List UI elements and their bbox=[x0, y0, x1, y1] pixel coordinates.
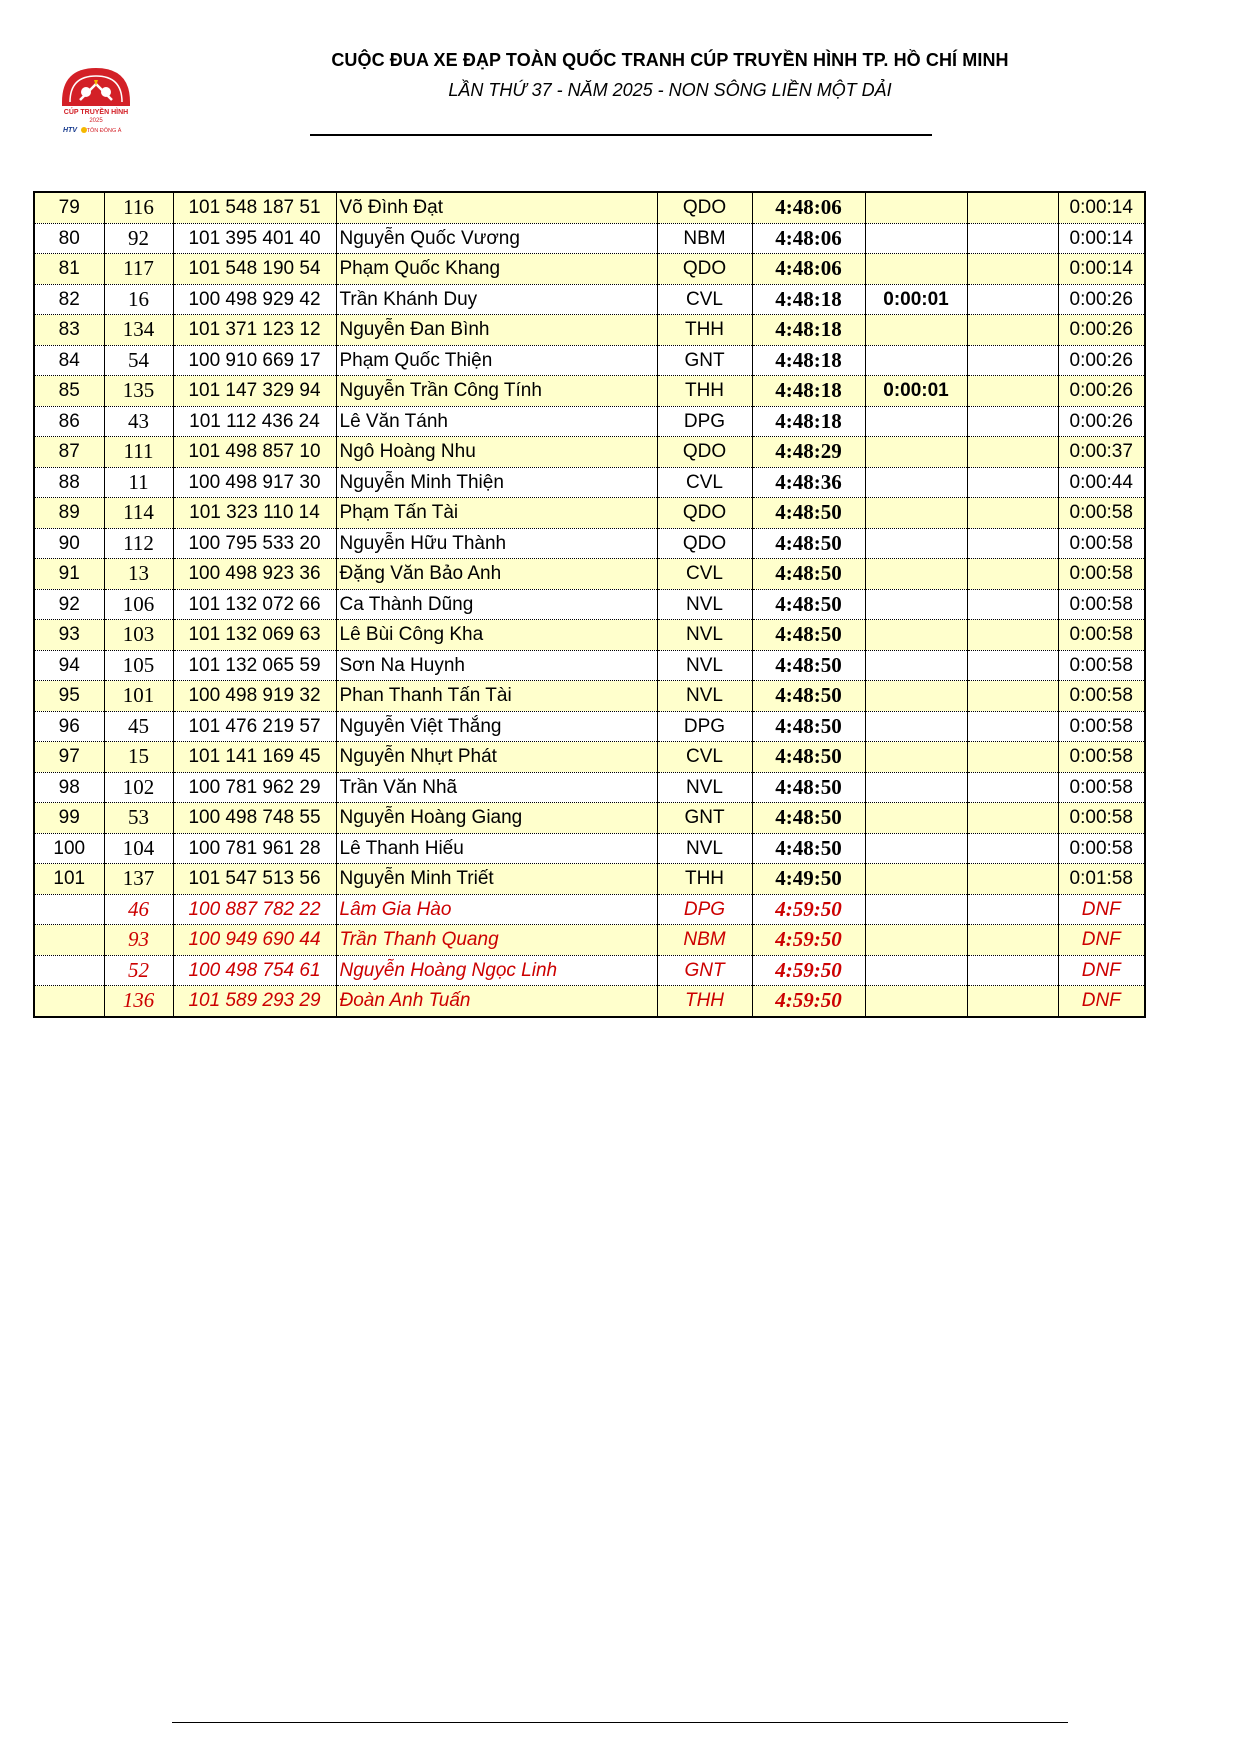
cell-rank: 97 bbox=[34, 742, 104, 773]
cell-team: GNT bbox=[657, 803, 752, 834]
cell-uci-id: 101 132 065 59 bbox=[173, 650, 336, 681]
cell-rank: 94 bbox=[34, 650, 104, 681]
cell-extra bbox=[967, 498, 1058, 529]
cell-gap: 0:00:58 bbox=[1058, 833, 1145, 864]
cell-extra bbox=[967, 772, 1058, 803]
table-row bbox=[34, 192, 1145, 223]
cell-gap: 0:00:26 bbox=[1058, 406, 1145, 437]
cell-rank: 88 bbox=[34, 467, 104, 498]
cell-time: 4:48:06 bbox=[752, 223, 865, 254]
table-row bbox=[34, 742, 1145, 773]
cell-team: CVL bbox=[657, 467, 752, 498]
cell-bib: 16 bbox=[104, 284, 173, 315]
cell-bonus bbox=[865, 711, 967, 742]
logo-text: CÚP TRUYỀN HÌNH bbox=[63, 109, 129, 116]
cell-bonus bbox=[865, 406, 967, 437]
cell-gap: DNF bbox=[1058, 894, 1145, 925]
cell-extra bbox=[967, 315, 1058, 346]
cell-bib: 112 bbox=[104, 528, 173, 559]
cell-rider-name: Trần Văn Nhã bbox=[336, 772, 657, 803]
cell-team: NVL bbox=[657, 650, 752, 681]
cell-time: 4:49:50 bbox=[752, 864, 865, 895]
cell-extra bbox=[967, 559, 1058, 590]
cell-gap: 0:00:58 bbox=[1058, 803, 1145, 834]
cell-bib: 137 bbox=[104, 864, 173, 895]
race-logo bbox=[56, 62, 136, 142]
cell-rider-name: Nguyễn Nhựt Phát bbox=[336, 742, 657, 773]
table-row bbox=[34, 254, 1145, 285]
cell-time: 4:48:18 bbox=[752, 315, 865, 346]
cell-bonus bbox=[865, 864, 967, 895]
table-row bbox=[34, 803, 1145, 834]
cell-bib: 92 bbox=[104, 223, 173, 254]
table-row bbox=[34, 681, 1145, 712]
cell-extra bbox=[967, 894, 1058, 925]
cell-team: CVL bbox=[657, 559, 752, 590]
cell-rank: 98 bbox=[34, 772, 104, 803]
cell-bonus bbox=[865, 986, 967, 1017]
cell-extra bbox=[967, 254, 1058, 285]
cell-time: 4:59:50 bbox=[752, 925, 865, 956]
cell-rider-name: Nguyễn Việt Thắng bbox=[336, 711, 657, 742]
cell-gap: 0:00:26 bbox=[1058, 284, 1145, 315]
cell-bonus bbox=[865, 498, 967, 529]
cell-rank: 89 bbox=[34, 498, 104, 529]
table-row bbox=[34, 437, 1145, 468]
cell-uci-id: 100 887 782 22 bbox=[173, 894, 336, 925]
cell-rider-name: Lâm Gia Hào bbox=[336, 894, 657, 925]
cell-team: DPG bbox=[657, 406, 752, 437]
table-row bbox=[34, 833, 1145, 864]
cell-uci-id: 100 498 917 30 bbox=[173, 467, 336, 498]
cell-gap: 0:00:58 bbox=[1058, 650, 1145, 681]
cell-rank: 84 bbox=[34, 345, 104, 376]
table-row bbox=[34, 772, 1145, 803]
cell-gap: 0:00:58 bbox=[1058, 528, 1145, 559]
cell-time: 4:48:50 bbox=[752, 711, 865, 742]
cell-uci-id: 101 371 123 12 bbox=[173, 315, 336, 346]
cell-rank: 102 bbox=[34, 925, 104, 956]
cell-uci-id: 101 547 513 56 bbox=[173, 864, 336, 895]
cell-time: 4:48:50 bbox=[752, 742, 865, 773]
logo-year: 2025 bbox=[89, 118, 103, 124]
table-row bbox=[34, 925, 1145, 956]
cell-rank: 87 bbox=[34, 437, 104, 468]
cell-time: 4:59:50 bbox=[752, 986, 865, 1017]
cell-extra bbox=[967, 589, 1058, 620]
cell-gap: DNF bbox=[1058, 925, 1145, 956]
cell-extra bbox=[967, 223, 1058, 254]
cell-rider-name: Nguyễn Minh Triết bbox=[336, 864, 657, 895]
cell-uci-id: 101 147 329 94 bbox=[173, 376, 336, 407]
cell-rider-name: Phạm Quốc Thiện bbox=[336, 345, 657, 376]
table-row bbox=[34, 528, 1145, 559]
cell-time: 4:48:18 bbox=[752, 345, 865, 376]
cell-bib: 117 bbox=[104, 254, 173, 285]
table-row bbox=[34, 955, 1145, 986]
cell-bib: 52 bbox=[104, 955, 173, 986]
cell-extra bbox=[967, 681, 1058, 712]
cell-team: NVL bbox=[657, 681, 752, 712]
cell-time: 4:48:18 bbox=[752, 284, 865, 315]
cell-team: QDO bbox=[657, 498, 752, 529]
cell-uci-id: 100 781 961 28 bbox=[173, 833, 336, 864]
cell-team: QDO bbox=[657, 437, 752, 468]
cell-bonus bbox=[865, 894, 967, 925]
table-row bbox=[34, 406, 1145, 437]
page-subtitle: LẦN THỨ 37 - NĂM 2025 - NON SÔNG LIỀN MỘT DẢI bbox=[448, 80, 892, 100]
cell-rank: 92 bbox=[34, 589, 104, 620]
cell-team: NBM bbox=[657, 223, 752, 254]
cell-time: 4:48:50 bbox=[752, 589, 865, 620]
cell-rider-name: Ca Thành Dũng bbox=[336, 589, 657, 620]
cell-uci-id: 101 141 169 45 bbox=[173, 742, 336, 773]
cell-rider-name: Sơn Na Huynh bbox=[336, 650, 657, 681]
cell-rank: 83 bbox=[34, 315, 104, 346]
cell-rank bbox=[34, 955, 104, 986]
cell-team: CVL bbox=[657, 284, 752, 315]
cell-team: QDO bbox=[657, 192, 752, 223]
logo-arch-icon bbox=[62, 68, 130, 106]
cell-bib: 103 bbox=[104, 620, 173, 651]
cell-gap: 0:00:37 bbox=[1058, 437, 1145, 468]
cell-bonus bbox=[865, 559, 967, 590]
cell-gap: 0:00:58 bbox=[1058, 498, 1145, 529]
cell-extra bbox=[967, 192, 1058, 223]
cell-bib: 11 bbox=[104, 467, 173, 498]
cell-uci-id: 100 795 533 20 bbox=[173, 528, 336, 559]
cell-rider-name: Nguyễn Hoàng Giang bbox=[336, 803, 657, 834]
footer-divider bbox=[172, 1722, 1068, 1723]
cell-gap: 0:00:58 bbox=[1058, 589, 1145, 620]
cell-bib: 106 bbox=[104, 589, 173, 620]
cell-time: 4:48:36 bbox=[752, 467, 865, 498]
cell-bib: 43 bbox=[104, 406, 173, 437]
cell-team: THH bbox=[657, 376, 752, 407]
cell-gap: 0:00:26 bbox=[1058, 345, 1145, 376]
cell-time: 4:48:50 bbox=[752, 528, 865, 559]
cell-team: DPG bbox=[657, 711, 752, 742]
cell-extra bbox=[967, 925, 1058, 956]
cell-gap: 0:00:26 bbox=[1058, 376, 1145, 407]
cell-bonus bbox=[865, 803, 967, 834]
cell-time: 4:48:06 bbox=[752, 254, 865, 285]
cell-extra bbox=[967, 528, 1058, 559]
cell-rider-name: Võ Đình Đạt bbox=[336, 192, 657, 223]
cell-rank: 104 bbox=[34, 986, 104, 1017]
cell-rider-name: Trần Thanh Quang bbox=[336, 925, 657, 956]
cell-extra bbox=[967, 620, 1058, 651]
cell-gap: 0:00:58 bbox=[1058, 772, 1145, 803]
cell-bib: 13 bbox=[104, 559, 173, 590]
cell-time: 4:48:50 bbox=[752, 833, 865, 864]
cell-time: 4:48:18 bbox=[752, 406, 865, 437]
table-row bbox=[34, 284, 1145, 315]
cell-bib: 54 bbox=[104, 345, 173, 376]
cell-extra bbox=[967, 864, 1058, 895]
cell-rider-name: Đặng Văn Bảo Anh bbox=[336, 559, 657, 590]
cell-rider-name: Nguyễn Quốc Vương bbox=[336, 223, 657, 254]
cell-time: 4:59:50 bbox=[752, 955, 865, 986]
cell-bib: 114 bbox=[104, 498, 173, 529]
cell-bib: 105 bbox=[104, 650, 173, 681]
cell-extra bbox=[967, 406, 1058, 437]
cell-rank: 85 bbox=[34, 376, 104, 407]
cell-time: 4:48:50 bbox=[752, 620, 865, 651]
cell-time: 4:48:50 bbox=[752, 772, 865, 803]
cell-uci-id: 101 395 401 40 bbox=[173, 223, 336, 254]
cell-gap: 0:01:58 bbox=[1058, 864, 1145, 895]
cell-rank: 86 bbox=[34, 406, 104, 437]
cell-time: 4:48:50 bbox=[752, 498, 865, 529]
cell-bonus bbox=[865, 833, 967, 864]
cell-gap: 0:00:44 bbox=[1058, 467, 1145, 498]
cell-rank: 90 bbox=[34, 528, 104, 559]
table-row bbox=[34, 650, 1145, 681]
cell-rider-name: Lê Văn Tánh bbox=[336, 406, 657, 437]
table-row bbox=[34, 467, 1145, 498]
cell-extra bbox=[967, 803, 1058, 834]
table-row bbox=[34, 315, 1145, 346]
cell-bonus bbox=[865, 589, 967, 620]
cell-rank bbox=[34, 894, 104, 925]
cell-rider-name: Ngô Hoàng Nhu bbox=[336, 437, 657, 468]
cell-bonus bbox=[865, 742, 967, 773]
cell-extra bbox=[967, 650, 1058, 681]
cell-gap: 0:00:14 bbox=[1058, 223, 1145, 254]
cell-bib: 116 bbox=[104, 192, 173, 223]
cell-gap: 0:00:58 bbox=[1058, 559, 1145, 590]
page-title: CUỘC ĐUA XE ĐẠP TOÀN QUỐC TRANH CÚP TRUYỀN HÌNH TP. HỒ CHÍ MINH bbox=[331, 50, 1009, 70]
cell-time: 4:48:06 bbox=[752, 192, 865, 223]
cell-team: NVL bbox=[657, 620, 752, 651]
cell-extra bbox=[967, 376, 1058, 407]
results-table bbox=[33, 191, 1146, 1018]
cell-uci-id: 100 498 748 55 bbox=[173, 803, 336, 834]
cell-uci-id: 101 548 190 54 bbox=[173, 254, 336, 285]
cell-gap: 0:00:58 bbox=[1058, 620, 1145, 651]
table-row bbox=[34, 498, 1145, 529]
cell-gap: 0:00:58 bbox=[1058, 681, 1145, 712]
cell-bonus bbox=[865, 620, 967, 651]
cell-uci-id: 100 498 919 32 bbox=[173, 681, 336, 712]
cell-bonus bbox=[865, 528, 967, 559]
cell-uci-id: 101 112 436 24 bbox=[173, 406, 336, 437]
cell-team: THH bbox=[657, 986, 752, 1017]
cell-rider-name: Nguyễn Hữu Thành bbox=[336, 528, 657, 559]
sponsor-ton-dong-a: TÔN ĐÔNG Á bbox=[86, 128, 122, 134]
cell-rider-name: Nguyễn Trần Công Tính bbox=[336, 376, 657, 407]
cell-rank: 99 bbox=[34, 803, 104, 834]
cell-bib: 135 bbox=[104, 376, 173, 407]
cell-rider-name: Phạm Tấn Tài bbox=[336, 498, 657, 529]
cell-bonus bbox=[865, 925, 967, 956]
cell-rider-name: Nguyễn Minh Thiện bbox=[336, 467, 657, 498]
cell-bonus bbox=[865, 192, 967, 223]
cell-rank: 95 bbox=[34, 681, 104, 712]
cell-team: NBM bbox=[657, 925, 752, 956]
table-row bbox=[34, 986, 1145, 1017]
table-row bbox=[34, 894, 1145, 925]
cell-uci-id: 101 132 072 66 bbox=[173, 589, 336, 620]
cell-rank: 93 bbox=[34, 620, 104, 651]
cell-bonus bbox=[865, 437, 967, 468]
cell-bib: 111 bbox=[104, 437, 173, 468]
cell-bib: 136 bbox=[104, 986, 173, 1017]
cell-time: 4:59:50 bbox=[752, 894, 865, 925]
table-row bbox=[34, 223, 1145, 254]
cell-uci-id: 100 498 929 42 bbox=[173, 284, 336, 315]
cell-bonus bbox=[865, 772, 967, 803]
cell-bib: 46 bbox=[104, 894, 173, 925]
cell-bib: 53 bbox=[104, 803, 173, 834]
cell-bonus bbox=[865, 254, 967, 285]
cell-bib: 45 bbox=[104, 711, 173, 742]
cell-team: CVL bbox=[657, 742, 752, 773]
cell-rider-name: Nguyễn Đan Bình bbox=[336, 315, 657, 346]
cell-rank: 91 bbox=[34, 559, 104, 590]
cell-rider-name: Lê Thanh Hiếu bbox=[336, 833, 657, 864]
cell-gap: DNF bbox=[1058, 986, 1145, 1017]
cell-gap: 0:00:58 bbox=[1058, 711, 1145, 742]
cell-team: QDO bbox=[657, 254, 752, 285]
cell-team: THH bbox=[657, 864, 752, 895]
cell-uci-id: 101 323 110 14 bbox=[173, 498, 336, 529]
cell-bonus: 0:00:01 bbox=[865, 376, 967, 407]
cell-rank: 80 bbox=[34, 223, 104, 254]
cell-bonus bbox=[865, 650, 967, 681]
table-row bbox=[34, 589, 1145, 620]
cell-extra bbox=[967, 833, 1058, 864]
cell-uci-id: 101 548 187 51 bbox=[173, 192, 336, 223]
cell-bib: 93 bbox=[104, 925, 173, 956]
cell-gap: 0:00:58 bbox=[1058, 742, 1145, 773]
cell-rank: 101 bbox=[34, 864, 104, 895]
table-row bbox=[34, 376, 1145, 407]
cell-gap: DNF bbox=[1058, 955, 1145, 986]
title-divider bbox=[310, 134, 932, 136]
cell-gap: 0:00:26 bbox=[1058, 315, 1145, 346]
cell-team: NVL bbox=[657, 772, 752, 803]
table-row bbox=[34, 559, 1145, 590]
cell-rank: 96 bbox=[34, 711, 104, 742]
cell-uci-id: 101 589 293 29 bbox=[173, 986, 336, 1017]
cell-rank: 79 bbox=[34, 192, 104, 223]
cell-time: 4:48:50 bbox=[752, 650, 865, 681]
cell-extra bbox=[967, 742, 1058, 773]
cell-uci-id: 100 949 690 44 bbox=[173, 925, 336, 956]
cell-time: 4:48:50 bbox=[752, 803, 865, 834]
page-header bbox=[0, 0, 1240, 140]
cell-extra bbox=[967, 284, 1058, 315]
cell-rider-name: Nguyễn Hoàng Ngọc Linh bbox=[336, 955, 657, 986]
cell-team: GNT bbox=[657, 955, 752, 986]
cell-rank: 81 bbox=[34, 254, 104, 285]
cell-time: 4:48:50 bbox=[752, 681, 865, 712]
cell-extra bbox=[967, 711, 1058, 742]
cell-time: 4:48:29 bbox=[752, 437, 865, 468]
cell-uci-id: 100 910 669 17 bbox=[173, 345, 336, 376]
table-row bbox=[34, 345, 1145, 376]
cell-rank: 82 bbox=[34, 284, 104, 315]
cell-time: 4:48:18 bbox=[752, 376, 865, 407]
cell-bib: 104 bbox=[104, 833, 173, 864]
cell-uci-id: 101 476 219 57 bbox=[173, 711, 336, 742]
cell-bib: 102 bbox=[104, 772, 173, 803]
cell-bib: 134 bbox=[104, 315, 173, 346]
cell-rider-name: Phan Thanh Tấn Tài bbox=[336, 681, 657, 712]
cell-bib: 15 bbox=[104, 742, 173, 773]
cell-team: QDO bbox=[657, 528, 752, 559]
cell-gap: 0:00:14 bbox=[1058, 254, 1145, 285]
cell-rider-name: Đoàn Anh Tuấn bbox=[336, 986, 657, 1017]
cell-gap: 0:00:14 bbox=[1058, 192, 1145, 223]
cell-team: DPG bbox=[657, 894, 752, 925]
cell-extra bbox=[967, 955, 1058, 986]
cell-bonus bbox=[865, 223, 967, 254]
cell-extra bbox=[967, 345, 1058, 376]
cell-rider-name: Lê Bùi Công Kha bbox=[336, 620, 657, 651]
cell-bonus bbox=[865, 315, 967, 346]
sponsor-htv: HTV bbox=[63, 127, 77, 134]
cell-rank: 100 bbox=[34, 833, 104, 864]
table-row bbox=[34, 620, 1145, 651]
table-row bbox=[34, 711, 1145, 742]
cell-rider-name: Trần Khánh Duy bbox=[336, 284, 657, 315]
cell-extra bbox=[967, 437, 1058, 468]
cell-uci-id: 100 498 754 61 bbox=[173, 955, 336, 986]
cell-uci-id: 100 498 923 36 bbox=[173, 559, 336, 590]
cell-team: NVL bbox=[657, 833, 752, 864]
table-row bbox=[34, 864, 1145, 895]
cell-bonus: 0:00:01 bbox=[865, 284, 967, 315]
cell-bib: 101 bbox=[104, 681, 173, 712]
cell-time: 4:48:50 bbox=[752, 559, 865, 590]
cell-bonus bbox=[865, 955, 967, 986]
cell-uci-id: 100 781 962 29 bbox=[173, 772, 336, 803]
cell-extra bbox=[967, 986, 1058, 1017]
cell-team: THH bbox=[657, 315, 752, 346]
cell-bonus bbox=[865, 345, 967, 376]
cell-extra bbox=[967, 467, 1058, 498]
cell-uci-id: 101 498 857 10 bbox=[173, 437, 336, 468]
cell-rider-name: Phạm Quốc Khang bbox=[336, 254, 657, 285]
cell-team: NVL bbox=[657, 589, 752, 620]
cell-bonus bbox=[865, 467, 967, 498]
cell-uci-id: 101 132 069 63 bbox=[173, 620, 336, 651]
cell-team: GNT bbox=[657, 345, 752, 376]
cell-bonus bbox=[865, 681, 967, 712]
